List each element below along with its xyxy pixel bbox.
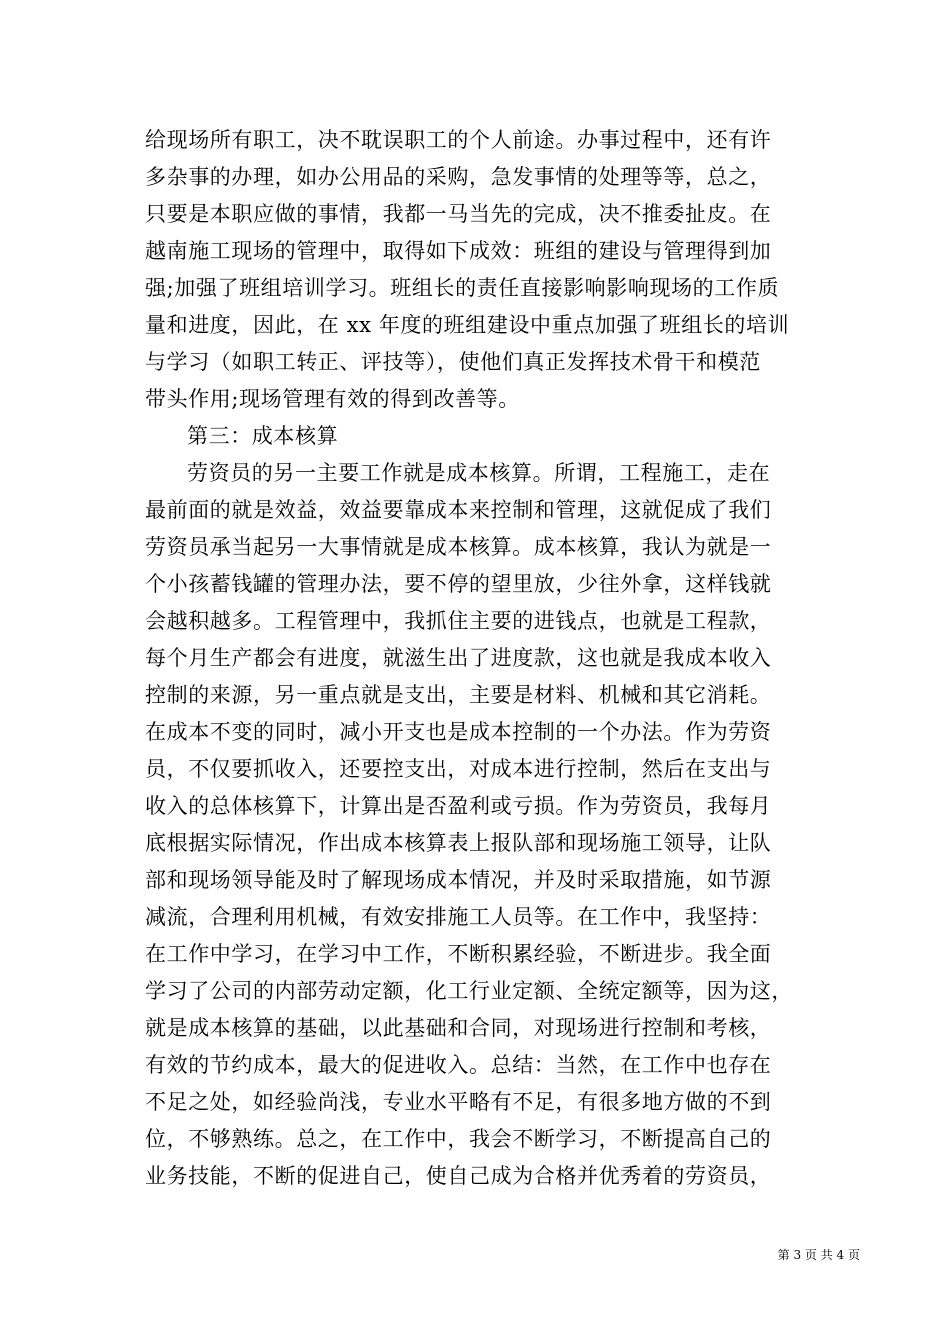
text-line: 给现场所有职工，决不耽误职工的个人前途。办事过程中，还有许 xyxy=(145,128,772,152)
text-line: 员，不仅要抓收入，还要控支出，对成本进行控制，然后在支出与 xyxy=(145,757,772,781)
text-line: 就是成本核算的基础，以此基础和合同，对现场进行控制和考核， xyxy=(145,1016,772,1040)
text-line: 会越积越多。工程管理中，我抓住主要的进钱点，也就是工程款， xyxy=(145,609,772,633)
text-line: 减流，合理利用机械，有效安排施工人员等。在工作中，我坚持： xyxy=(145,905,772,929)
text-line: 位，不够熟练。总之，在工作中，我会不断学习，不断提高自己的 xyxy=(145,1127,772,1151)
text-line: 学习了公司的内部劳动定额，化工行业定额、全统定额等，因为这， xyxy=(145,979,793,1003)
text-line: 有效的节约成本，最大的促进收入。总结：当然，在工作中也存在 xyxy=(145,1053,772,1077)
text-line: 业务技能，不断的促进自己，使自己成为合格并优秀着的劳资员， xyxy=(145,1164,772,1188)
text-line: 底根据实际情况，作出成本核算表上报队部和现场施工领导，让队 xyxy=(145,831,772,855)
section-heading: 第三：成本核算 xyxy=(187,424,339,448)
text-line: 在成本不变的同时，减小开支也是成本控制的一个办法。作为劳资 xyxy=(145,720,772,744)
page-number-footer: 第 3 页 共 4 页 xyxy=(777,1248,860,1262)
text-line: 带头作用;现场管理有效的得到改善等。 xyxy=(145,387,520,411)
text-line: 在工作中学习，在学习中工作，不断积累经验，不断进步。我全面 xyxy=(145,942,772,966)
text-line: 多杂事的办理，如办公用品的采购，急发事情的处理等等，总之， xyxy=(145,165,772,189)
text-line: 最前面的就是效益，效益要靠成本来控制和管理，这就促成了我们 xyxy=(145,498,772,522)
text-line: 与学习（如职工转正、评技等），使他们真正发挥技术骨干和模范 xyxy=(145,350,761,374)
text-line: 只要是本职应做的事情，我都一马当先的完成，决不推委扯皮。在 xyxy=(145,202,772,226)
text-line: 越南施工现场的管理中，取得如下成效：班组的建设与管理得到加 xyxy=(145,239,772,263)
text-line: 强;加强了班组培训学习。班组长的责任直接影响影响现场的工作质 xyxy=(145,276,780,300)
text-line: 部和现场领导能及时了解现场成本情况，并及时采取措施，如节源 xyxy=(145,868,772,892)
text-line: 收入的总体核算下，计算出是否盈利或亏损。作为劳资员，我每月 xyxy=(145,794,772,818)
text-line: 劳资员承当起另一大事情就是成本核算。成本核算，我认为就是一 xyxy=(145,535,772,559)
text-line: 劳资员的另一主要工作就是成本核算。所谓，工程施工，走在 xyxy=(187,461,771,485)
text-line: 每个月生产都会有进度，就滋生出了进度款，这也就是我成本收入 xyxy=(145,646,772,670)
text-line: 不足之处，如经验尚浅，专业水平略有不足，有很多地方做的不到 xyxy=(145,1090,772,1114)
text-line: 量和进度，因此，在 xx 年度的班组建设中重点加强了班组长的培训 xyxy=(145,313,790,337)
text-line: 个小孩蓄钱罐的管理办法，要不停的望里放，少往外拿，这样钱就 xyxy=(145,572,772,596)
text-line: 控制的来源，另一重点就是支出，主要是材料、机械和其它消耗。 xyxy=(145,683,772,707)
